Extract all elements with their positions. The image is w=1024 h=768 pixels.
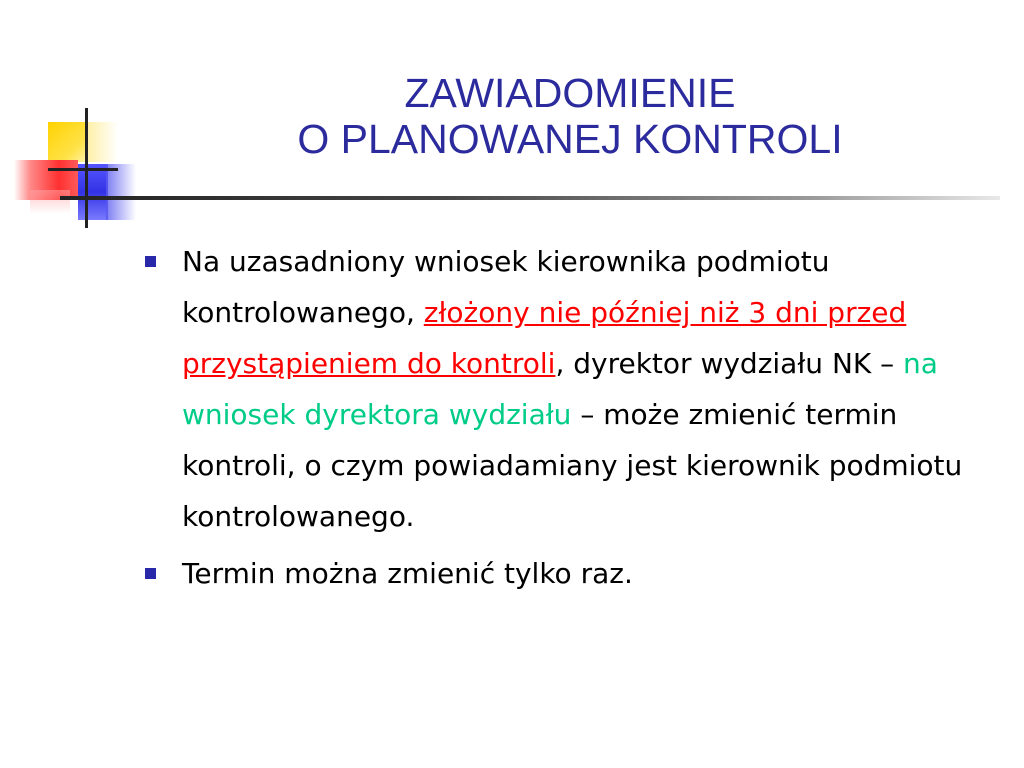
title-line-1: ZAWIADOMIENIE	[404, 70, 736, 116]
bullet-2-text: Termin można zmienić tylko raz.	[182, 557, 633, 590]
decorative-red-fade	[30, 190, 70, 214]
decorative-blue-square	[78, 164, 108, 220]
square-bullet-icon	[145, 256, 156, 267]
square-bullet-icon	[145, 568, 156, 579]
bullet-1-red-highlight: złożony nie później niż 3 dni przed przystąpieniem do kontroli	[182, 296, 907, 380]
bullet-1-text-part-3: – może zmienić termin kontroli, o czym powiadamiany jest kierownik podmiotu kontrolowanego.	[182, 398, 963, 533]
bullet-list	[145, 236, 1000, 599]
decorative-horizontal-line	[48, 168, 118, 171]
bullet-1-green-highlight: na wniosek dyrektora wydziału	[182, 347, 938, 431]
bullet-item	[145, 548, 1000, 599]
decorative-yellow-fade	[86, 122, 118, 162]
title-line-2: O PLANOWANEJ KONTROLI	[297, 116, 843, 162]
decorative-yellow-square	[48, 122, 86, 162]
bullet-1-text-part-1: Na uzasadniony wniosek kierownika podmiotu kontrolowanego,	[182, 245, 830, 329]
slide-content	[145, 236, 1000, 599]
bullet-item	[145, 236, 1000, 542]
bullet-1-text-part-2: , dyrektor wydziału NK –	[555, 347, 904, 380]
decorative-blue-fade	[106, 164, 136, 220]
slide-title	[140, 70, 1000, 162]
title-divider	[60, 196, 1000, 200]
